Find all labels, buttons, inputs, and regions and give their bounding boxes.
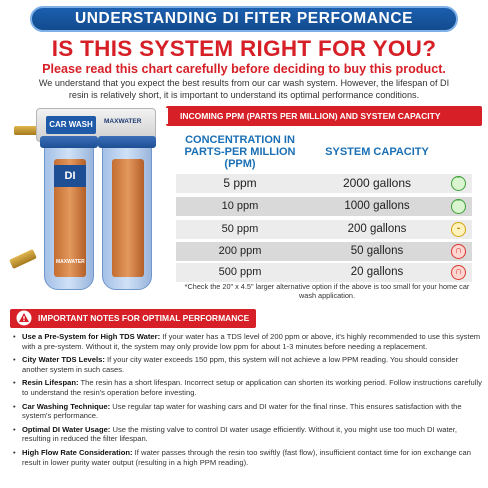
ppm-cell: 500 ppm — [218, 266, 262, 278]
table-row — [176, 263, 472, 282]
column-header-capacity: SYSTEM CAPACITY — [325, 146, 429, 158]
warning-icon — [16, 310, 32, 326]
list-item — [12, 355, 482, 374]
bracket-label: CAR WASH — [46, 116, 96, 134]
capacity-cell: 50 gallons — [350, 245, 404, 257]
table-row — [176, 174, 472, 193]
list-item — [12, 402, 482, 421]
smiley-face-icon: ‾ — [451, 176, 466, 191]
note-label: Use a Pre-System for High TDS Water: — [22, 332, 161, 341]
di-cartridge — [54, 159, 86, 277]
note-text: Use the misting valve to control DI water usage efficiently. Without it, you might use too much DI water, resulting in reduced the filter lifespan. — [22, 424, 457, 444]
capacity-cell: 200 gallons — [347, 223, 407, 235]
capacity-cell: 2000 gallons — [342, 176, 412, 190]
list-item — [12, 332, 482, 351]
bracket-brand: MAXWATER — [104, 118, 142, 125]
note-label: Optimal DI Water Usage: — [22, 424, 111, 434]
smiley-face-icon: ‾ — [451, 199, 466, 214]
list-item — [12, 378, 482, 397]
cartridge-brand: MAXWATER — [56, 259, 85, 265]
note-label: City Water TDS Levels: — [22, 355, 105, 365]
sad-face-icon: ∩ — [451, 265, 466, 280]
housing-cap — [98, 136, 156, 148]
note-text: The resin has a short lifespan. Incorrect setup or application can shorten its working period. Follow instructions carefully to understand the resin's operation before investing. — [22, 378, 482, 397]
ppm-cell: 50 ppm — [221, 223, 259, 235]
note-text: If your city water exceeds 150 ppm, this system will not achieve a low PPM reading. You should consider another system in such cases. — [22, 355, 459, 374]
capacity-cell: 20 gallons — [350, 266, 404, 278]
di-cartridge — [112, 159, 144, 277]
housing-cap — [40, 136, 98, 148]
notes-title: IMPORTANT NOTES FOR OPTIMAL PERFORMANCE — [38, 313, 250, 323]
water-filter-system-image — [4, 104, 160, 304]
table-footnote: *Check the 20" x 4.5" larger alternative option if the above is too small for your home car wash application. — [184, 282, 470, 300]
neutral-face-icon: - — [451, 222, 466, 237]
note-text: If water passes through the resin too swiftly (fast flow), insufficient contact time for ion exchange can result in lower purity water output (resulting in a high PPM reading). — [22, 447, 471, 467]
note-label: Resin Lifespan: — [22, 378, 79, 388]
intro-paragraph: We understand that you expect the best results from our car wash system. However, the lifespan of DI resin is relatively short, it is important to understand its optimal performance conditions. — [38, 78, 450, 100]
ppm-cell: 5 ppm — [223, 176, 257, 190]
notes-list — [12, 332, 482, 471]
table-row — [176, 242, 472, 261]
filter-housing-right — [102, 140, 152, 290]
capacity-cell: 1000 gallons — [344, 200, 410, 212]
list-item — [12, 448, 482, 467]
cartridge-label: DI — [54, 165, 86, 187]
note-text: Use regular tap water for washing cars and DI water for the final rinse. This ensures satisfaction with the system's performance. — [22, 401, 462, 421]
page-subline: Please read this chart carefully before deciding to buy this product. — [42, 62, 446, 76]
table-row — [176, 220, 472, 239]
top-banner: UNDERSTANDING DI FITER PERFOMANCE — [30, 6, 458, 32]
notes-header — [10, 309, 256, 328]
filter-housing-left — [44, 140, 94, 290]
note-label: Car Washing Technique: — [22, 401, 111, 411]
table-row — [176, 197, 472, 216]
page-headline: IS THIS SYSTEM RIGHT FOR YOU? — [51, 36, 437, 61]
sad-face-icon: ∩ — [451, 244, 466, 259]
note-label: High Flow Rate Consideration: — [22, 447, 133, 457]
table-title: INCOMING PPM (PARTS PER MILLION) AND SYSTEM CAPACITY — [166, 106, 482, 126]
ppm-cell: 10 ppm — [221, 200, 259, 212]
column-header-ppm: CONCENTRATION IN PARTS-PER MILLION (PPM) — [184, 134, 296, 170]
note-text: If your water has a TDS level of 200 ppm or above, it's highly recommended to use this system with a pre-system. Without it, the system may only provide low ppm for about 1-3 minutes before needing a replacement. — [22, 332, 481, 351]
ppm-cell: 200 ppm — [218, 245, 262, 257]
brass-hose-fitting — [9, 249, 37, 269]
list-item — [12, 425, 482, 444]
